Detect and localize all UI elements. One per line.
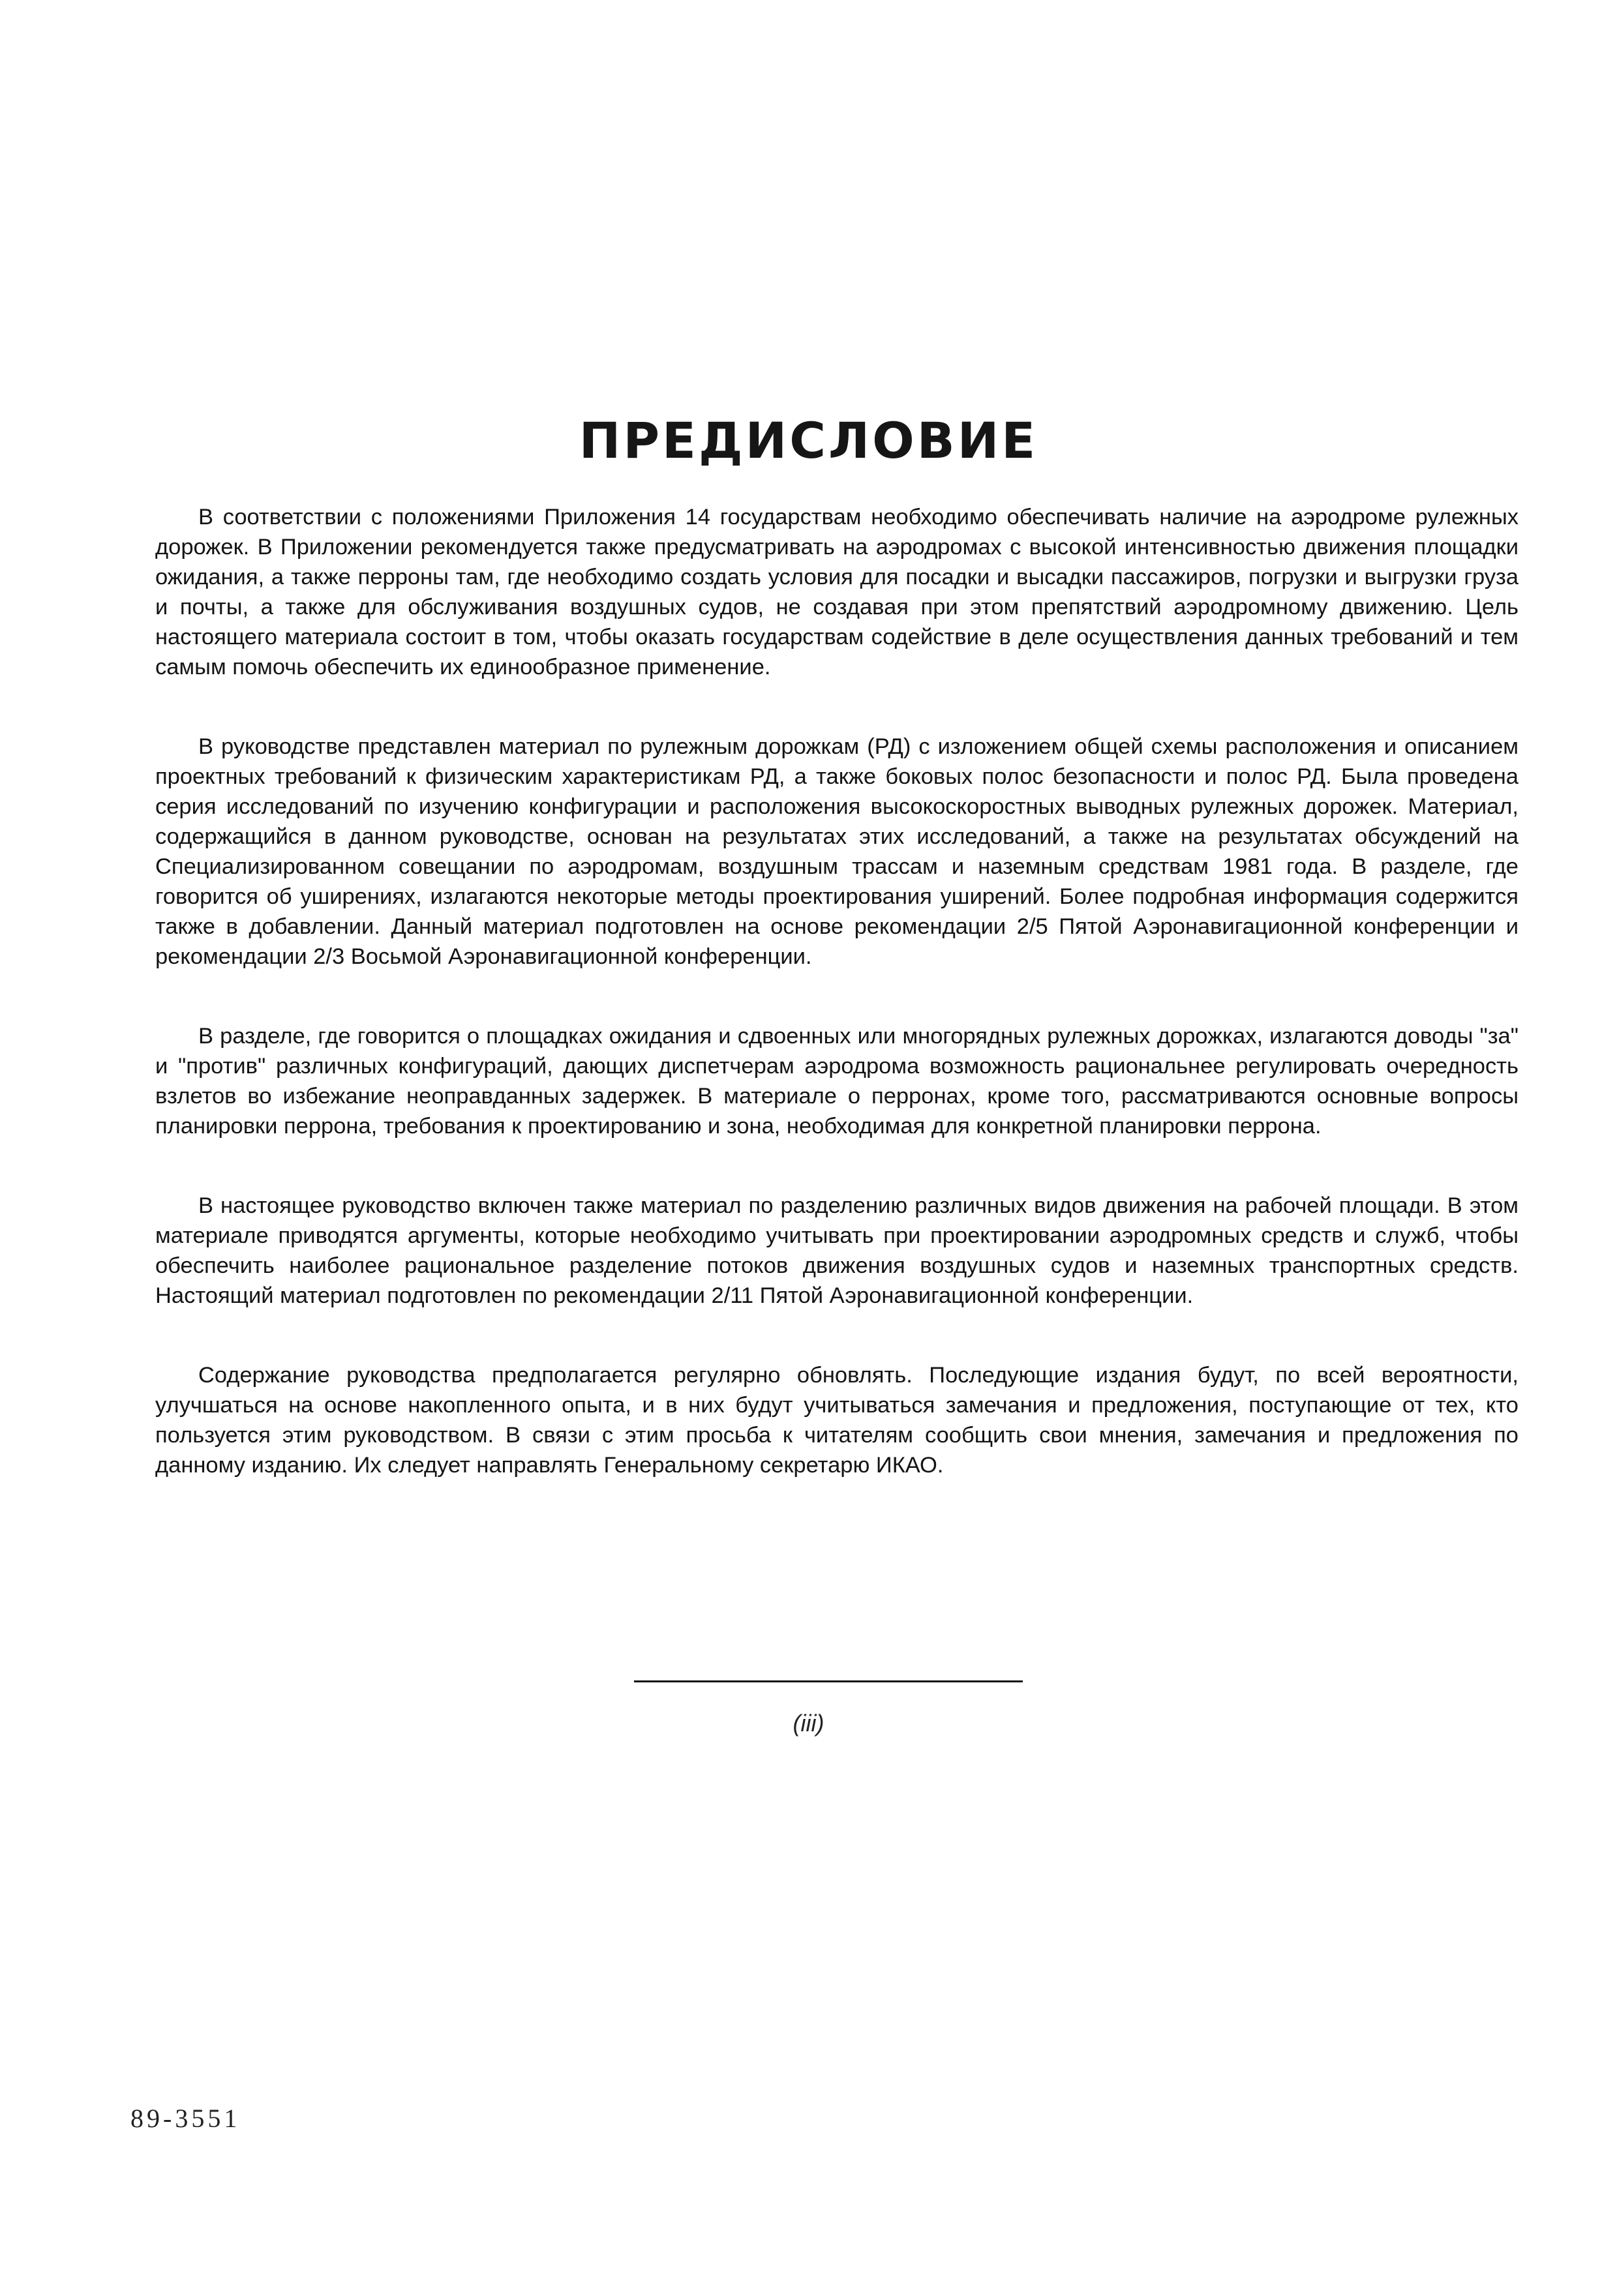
page-title: ПРЕДИСЛОВИЕ	[579, 411, 1038, 470]
paragraph: В настоящее руководство включен также материал по разделению различных видов движения на рабочей площади. В этом материале приводятся аргументы, которые необходимо учитывать при проектировании аэродромных средств и служб, чтобы обеспечить наиболее рациональное разделение потоков движения воздушных судов и наземных транспортных средств. Настоящий материал подготовлен по рекомендации 2/11 Пятой Аэронавигационной конференции.	[155, 1193, 1519, 1308]
foreword-body	[155, 502, 1519, 1530]
paragraph: В соответствии с положениями Приложения 14 государствам необходимо обеспечивать наличие на аэродроме рулежных дорожек. В Приложении рекомендуется также предусматривать на аэродромах с высокой интенсивностью движения площадки ожидания, а также перроны там, где необходимо создать условия для посадки и высадки пассажиров, погрузки и выгрузки груза и почты, а также для обслуживания воздушных судов, не создавая при этом препятствий аэродромному движению. Цель настоящего материала состоит в том, чтобы оказать государствам содействие в деле осуществления данных требований и тем самым помочь обеспечить их единообразное применение.	[155, 505, 1519, 679]
paragraph: В разделе, где говорится о площадках ожидания и сдвоенных или многорядных рулежных дорожках, излагаются доводы "за" и "против" различных конфигураций, дающих диспетчерам аэродрома возможность рациональнее регулировать очередность взлетов во избежание неоправданных задержек. В материале о перронах, кроме того, рассматриваются основные вопросы планировки перрона, требования к проектированию и зона, необходимая для конкретной планировки перрона.	[155, 1024, 1519, 1139]
document-code: 89-3551	[130, 2104, 241, 2133]
paragraph: В руководстве представлен материал по рулежным дорожкам (РД) с изложением общей схемы расположения и описанием проектных требований к физическим характеристикам РД, а также боковых полос безопасности и полос РД. Была проведена серия исследований по изучению конфигурации и расположения высокоскоростных выводных рулежных дорожек. Материал, содержащийся в данном руководстве, основан на результатах этих исследований, а также на результатах обсуждений на Специализированном совещании по аэродромам, воздушным трассам и наземным средствам 1981 года. В разделе, где говорится об уширениях, излагаются некоторые методы проектирования уширений. Более подробная информация содержится также в добавлении. Данный материал подготовлен на основе рекомендации 2/5 Пятой Аэронавигационной конференции и рекомендации 2/3 Восьмой Аэронавигационной конференции.	[155, 734, 1519, 969]
paragraph: Содержание руководства предполагается регулярно обновлять. Последующие издания будут, по всей вероятности, улучшаться на основе накопленного опыта, и в них будут учитываться замечания и предложения, поступающие от тех, кто пользуется этим руководством. В связи с этим просьба к читателям сообщить свои мнения, замечания и предложения по данному изданию. Их следует направлять Генеральному секретарю ИКАО.	[155, 1363, 1519, 1478]
page-number: (iii)	[793, 1710, 824, 1737]
section-divider	[634, 1680, 1023, 1682]
